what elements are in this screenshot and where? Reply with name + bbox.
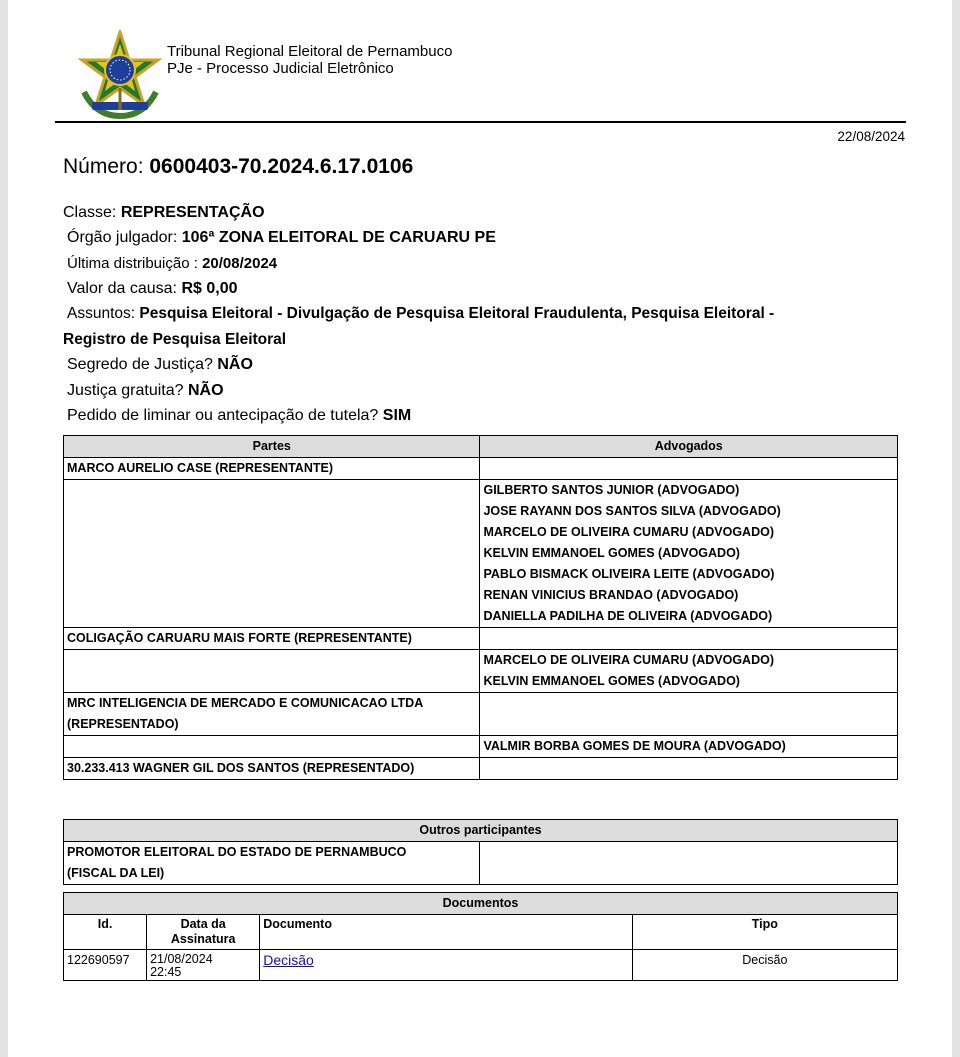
col-id: Id. [64, 915, 147, 950]
field-assuntos-cont: Registro de Pesquisa Eleitoral [63, 331, 287, 348]
field-distribuicao: Última distribuição : 20/08/2024 [67, 255, 278, 272]
party-name: COLIGAÇÃO CARUARU MAIS FORTE (REPRESENTANTE) [64, 628, 480, 650]
doc-type: Decisão [632, 950, 897, 981]
table-row [64, 693, 898, 736]
process-number-value: 0600403-70.2024.6.17.0106 [149, 155, 414, 178]
document-link[interactable]: Decisão [263, 952, 314, 968]
col-tipo: Tipo [632, 915, 897, 950]
table-row [64, 458, 898, 480]
document-date: 22/08/2024 [837, 129, 905, 144]
field-liminar: Pedido de liminar ou antecipação de tutela? SIM [67, 407, 412, 424]
table-row [64, 842, 898, 885]
field-assuntos: Assuntos: Pesquisa Eleitoral - Divulgação de Pesquisa Eleitoral Fraudulenta, Pesquisa Eleitoral - [67, 305, 775, 322]
doc-name [260, 950, 632, 981]
lawyer-name: MARCELO DE OLIVEIRA CUMARU (ADVOGADO) [483, 653, 774, 667]
lawyer-name: KELVIN EMMANOEL GOMES (ADVOGADO) [483, 674, 740, 688]
documents-table [63, 892, 898, 981]
system-name: PJe - Processo Judicial Eletrônico [167, 60, 394, 77]
field-gratuita: Justiça gratuita? NÃO [67, 382, 224, 399]
table-row [64, 480, 898, 628]
lawyer-name: MARCELO DE OLIVEIRA CUMARU (ADVOGADO) [483, 525, 774, 539]
party-name: MRC INTELIGENCIA DE MERCADO E COMUNICACAO LTDA (REPRESENTADO) [64, 693, 480, 736]
lawyer-list [480, 480, 898, 628]
process-number [63, 155, 413, 179]
table-row [64, 736, 898, 758]
participant-name: PROMOTOR ELEITORAL DO ESTADO DE PERNAMBUCO (FISCAL DA LEI) [64, 842, 480, 885]
party-name: MARCO AURELIO CASE (REPRESENTANTE) [64, 458, 480, 480]
field-classe: Classe: REPRESENTAÇÃO [63, 204, 265, 221]
field-segredo: Segredo de Justiça? NÃO [67, 356, 253, 373]
lawyer-name: PABLO BISMACK OLIVEIRA LEITE (ADVOGADO) [483, 567, 775, 581]
documents-header: Documentos [64, 893, 898, 915]
court-name: Tribunal Regional Eleitoral de Pernambuco [167, 43, 453, 60]
document-page [8, 0, 952, 1057]
parties-table [63, 435, 898, 780]
table-row [64, 628, 898, 650]
process-number-label: Número: [63, 155, 144, 178]
coat-of-arms-icon [74, 30, 166, 120]
col-partes: Partes [64, 436, 480, 458]
lawyer-name: VALMIR BORBA GOMES DE MOURA (ADVOGADO) [480, 736, 898, 758]
doc-id: 122690597 [64, 950, 147, 981]
party-name: 30.233.413 WAGNER GIL DOS SANTOS (REPRESENTADO) [64, 758, 480, 780]
field-orgao: Órgão julgador: 106ª ZONA ELEITORAL DE CARUARU PE [67, 229, 496, 246]
lawyer-name: JOSE RAYANN DOS SANTOS SILVA (ADVOGADO) [483, 504, 781, 518]
lawyer-name: GILBERTO SANTOS JUNIOR (ADVOGADO) [483, 483, 740, 497]
col-advogados: Advogados [480, 436, 898, 458]
col-data: Data da Assinatura [147, 915, 260, 950]
table-row [64, 650, 898, 693]
table-row [64, 950, 898, 981]
table-row [64, 758, 898, 780]
lawyer-list [480, 650, 898, 693]
field-valor: Valor da causa: R$ 0,00 [67, 280, 238, 297]
col-documento: Documento [260, 915, 632, 950]
documents-column-headers [64, 915, 898, 950]
header-divider [55, 121, 906, 123]
lawyer-name: RENAN VINICIUS BRANDAO (ADVOGADO) [483, 588, 739, 602]
lawyer-name: DANIELLA PADILHA DE OLIVEIRA (ADVOGADO) [483, 609, 773, 623]
doc-date: 21/08/2024 22:45 [147, 950, 260, 981]
other-participants-table [63, 819, 898, 885]
other-participants-header: Outros participantes [64, 820, 898, 842]
lawyer-name: KELVIN EMMANOEL GOMES (ADVOGADO) [483, 546, 740, 560]
